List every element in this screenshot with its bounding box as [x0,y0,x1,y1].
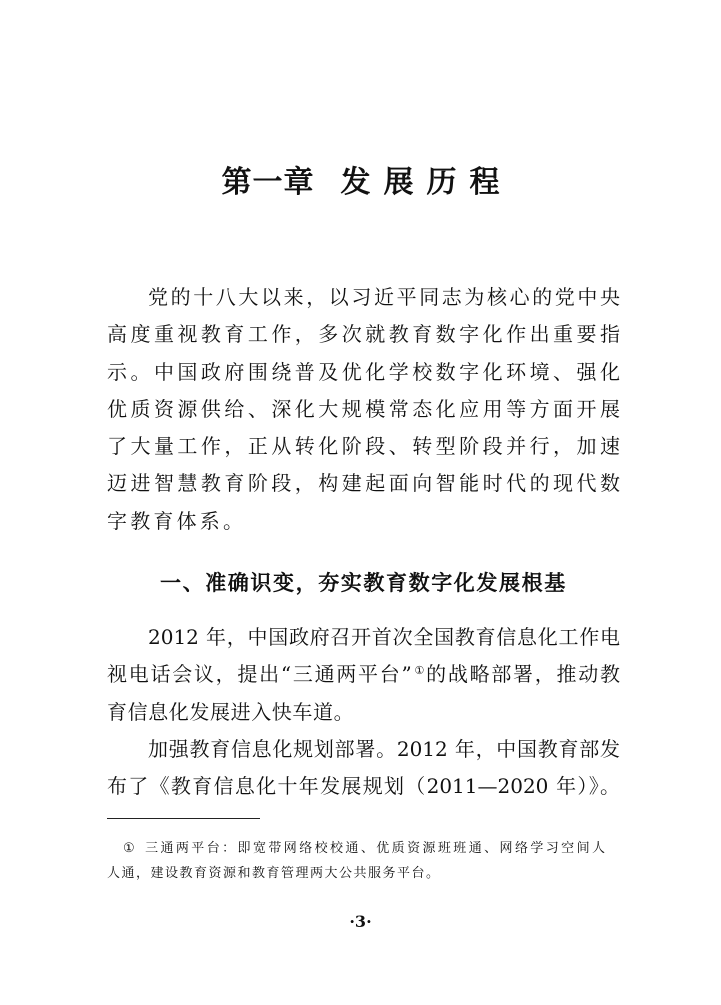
paragraph-3-line: 加强教育信息化规划部署。2012 年，中国教育部发 [148,737,620,761]
footnote [107,836,605,886]
chapter-name: 发展历程 [340,165,513,200]
paragraph-2-line [107,656,620,693]
paragraph-2-text: 的战略部署，推动教 [426,662,620,687]
footnote-line: 人通，建设教育资源和教育管理两大公共服务平台。 [107,866,441,881]
intro-line: 党的十八大以来，以习近平同志为核心的党中央 [148,285,620,309]
paragraph-2-line: 育信息化发展进入快车道。 [107,699,355,724]
footnote-line [107,836,605,861]
footnote-marker: ① [123,841,138,856]
intro-line: 了大量工作，正从转化阶段、转型阶段并行，加速 [107,434,620,459]
intro-line: 示。中国政府围绕普及优化学校数字化环境、强化 [107,359,620,384]
paragraph-3 [107,731,620,806]
paragraph-3-line: 布了《教育信息化十年发展规划（2011—2020 年）》。 [107,774,620,799]
paragraph-2 [107,619,620,731]
intro-line: 优质资源供给、深化大规模常态化应用等方面开展 [107,396,620,421]
chapter-label: 第一章 [221,165,315,200]
footnote-reference: ① [412,663,427,677]
chapter-title [0,160,721,206]
section-heading: 一、准确识变，夯实教育数字化发展根基 [160,570,567,595]
page-number: ·3· [349,912,372,931]
intro-paragraph [107,279,620,540]
intro-line: 迈进智慧教育阶段，构建起面向智能时代的现代数 [107,471,620,496]
intro-line: 高度重视教育工作，多次就教育数字化作出重要指 [107,322,620,347]
intro-line: 字教育体系。 [107,508,247,533]
paragraph-2-line: 2012 年，中国政府召开首次全国教育信息化工作电 [148,625,620,649]
footnote-divider [107,818,260,819]
footnote-text: 三通两平台：即宽带网络校校通、优质资源班班通、网络学习空间人 [145,841,605,856]
paragraph-2-text: 视电话会议，提出“三通两平台” [107,662,412,687]
